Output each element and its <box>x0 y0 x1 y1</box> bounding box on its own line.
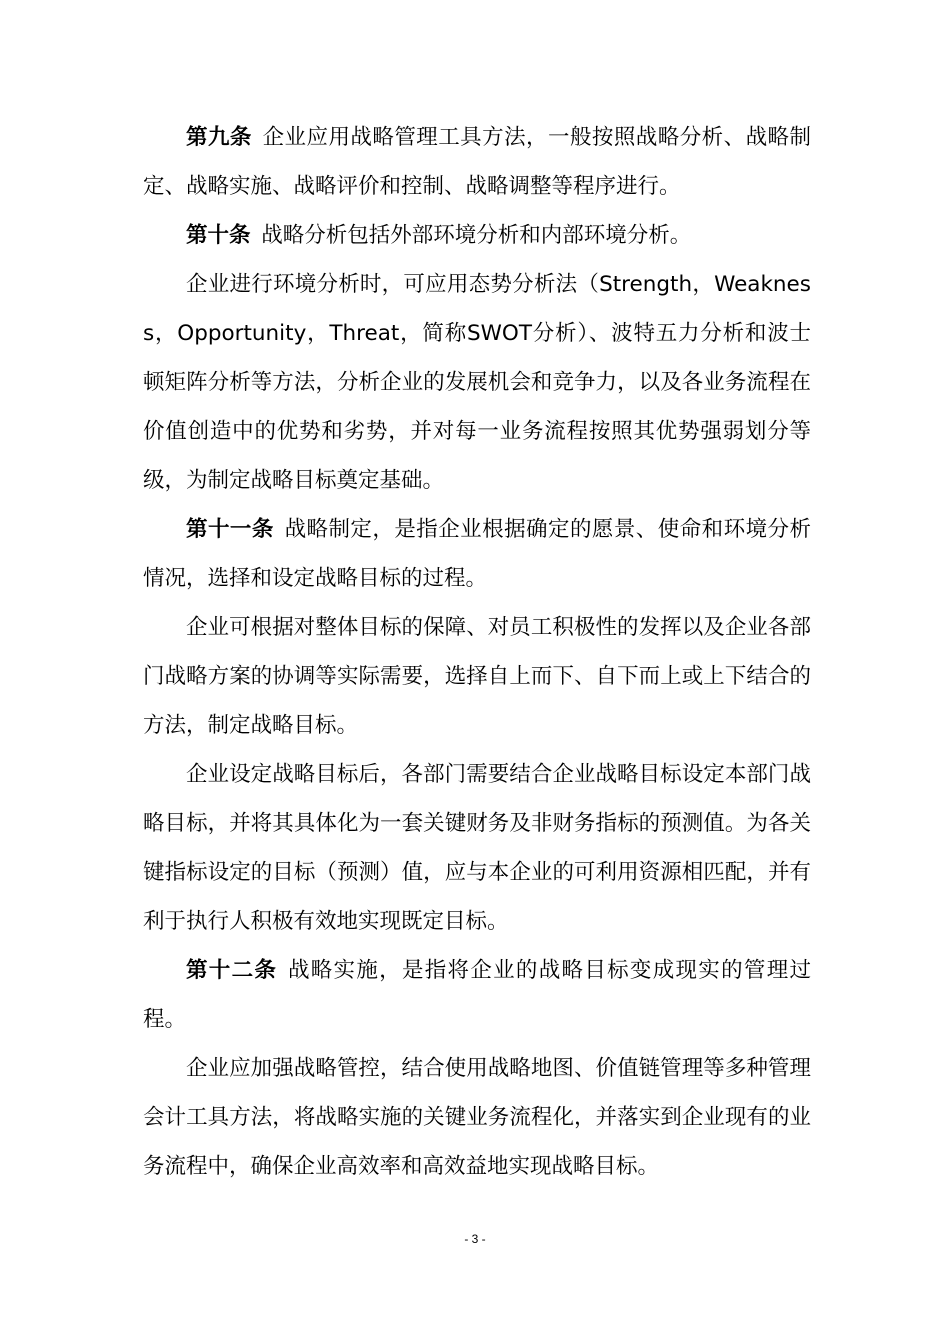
paragraph-article-9 <box>143 113 811 211</box>
paragraph-article-11 <box>143 505 811 603</box>
paragraph-strategy-control <box>143 1044 811 1191</box>
paragraph-environment-analysis <box>143 260 811 505</box>
paragraph-goal-setting-method <box>143 603 811 750</box>
paragraph-text: 战略制定，是指企业根据确定的愿景、使命和环境分析情况，选择和设定战略目标的过程。 <box>143 517 811 591</box>
article-heading: 第十一条 <box>186 517 274 542</box>
paragraph-text: 企业设定战略目标后，各部门需要结合企业战略目标设定本部门战略目标，并将其具体化为一套关键财务及非财务指标的预测值。为各关键指标设定的目标（预测）值，应与本企业的可利用资源相匹配，并有利于执行人积极有效地实现既定目标。 <box>143 762 811 934</box>
paragraph-text: 企业进行环境分析时，可应用态势分析法（Strength，Weakness，Opportunity，Threat，简称SWOT分析）、波特五力分析和波士顿矩阵分析等方法，分析企业的发展机会和竞争力，以及各业务流程在价值创造中的优势和劣势，并对每一业务流程按照其优势强弱划分等级，为制定战略目标奠定基础。 <box>143 272 811 493</box>
paragraph-article-12 <box>143 946 811 1044</box>
article-heading: 第十条 <box>186 223 251 248</box>
document-body <box>143 113 811 1191</box>
paragraph-text: 战略实施，是指将企业的战略目标变成现实的管理过程。 <box>143 958 811 1032</box>
paragraph-text: 企业应加强战略管控，结合使用战略地图、价值链管理等多种管理会计工具方法，将战略实施的关键业务流程化，并落实到企业现有的业务流程中，确保企业高效率和高效益地实现战略目标。 <box>143 1056 811 1179</box>
paragraph-department-goals <box>143 750 811 946</box>
paragraph-text: 企业应用战略管理工具方法，一般按照战略分析、战略制定、战略实施、战略评价和控制、战略调整等程序进行。 <box>143 125 811 199</box>
paragraph-text: 战略分析包括外部环境分析和内部环境分析。 <box>261 223 692 248</box>
page-number: - 3 - <box>464 1232 486 1246</box>
article-heading: 第九条 <box>186 125 252 150</box>
paragraph-text: 企业可根据对整体目标的保障、对员工积极性的发挥以及企业各部门战略方案的协调等实际需要，选择自上而下、自下而上或上下结合的方法，制定战略目标。 <box>143 615 811 738</box>
article-heading: 第十二条 <box>186 958 278 983</box>
paragraph-article-10 <box>143 211 811 260</box>
